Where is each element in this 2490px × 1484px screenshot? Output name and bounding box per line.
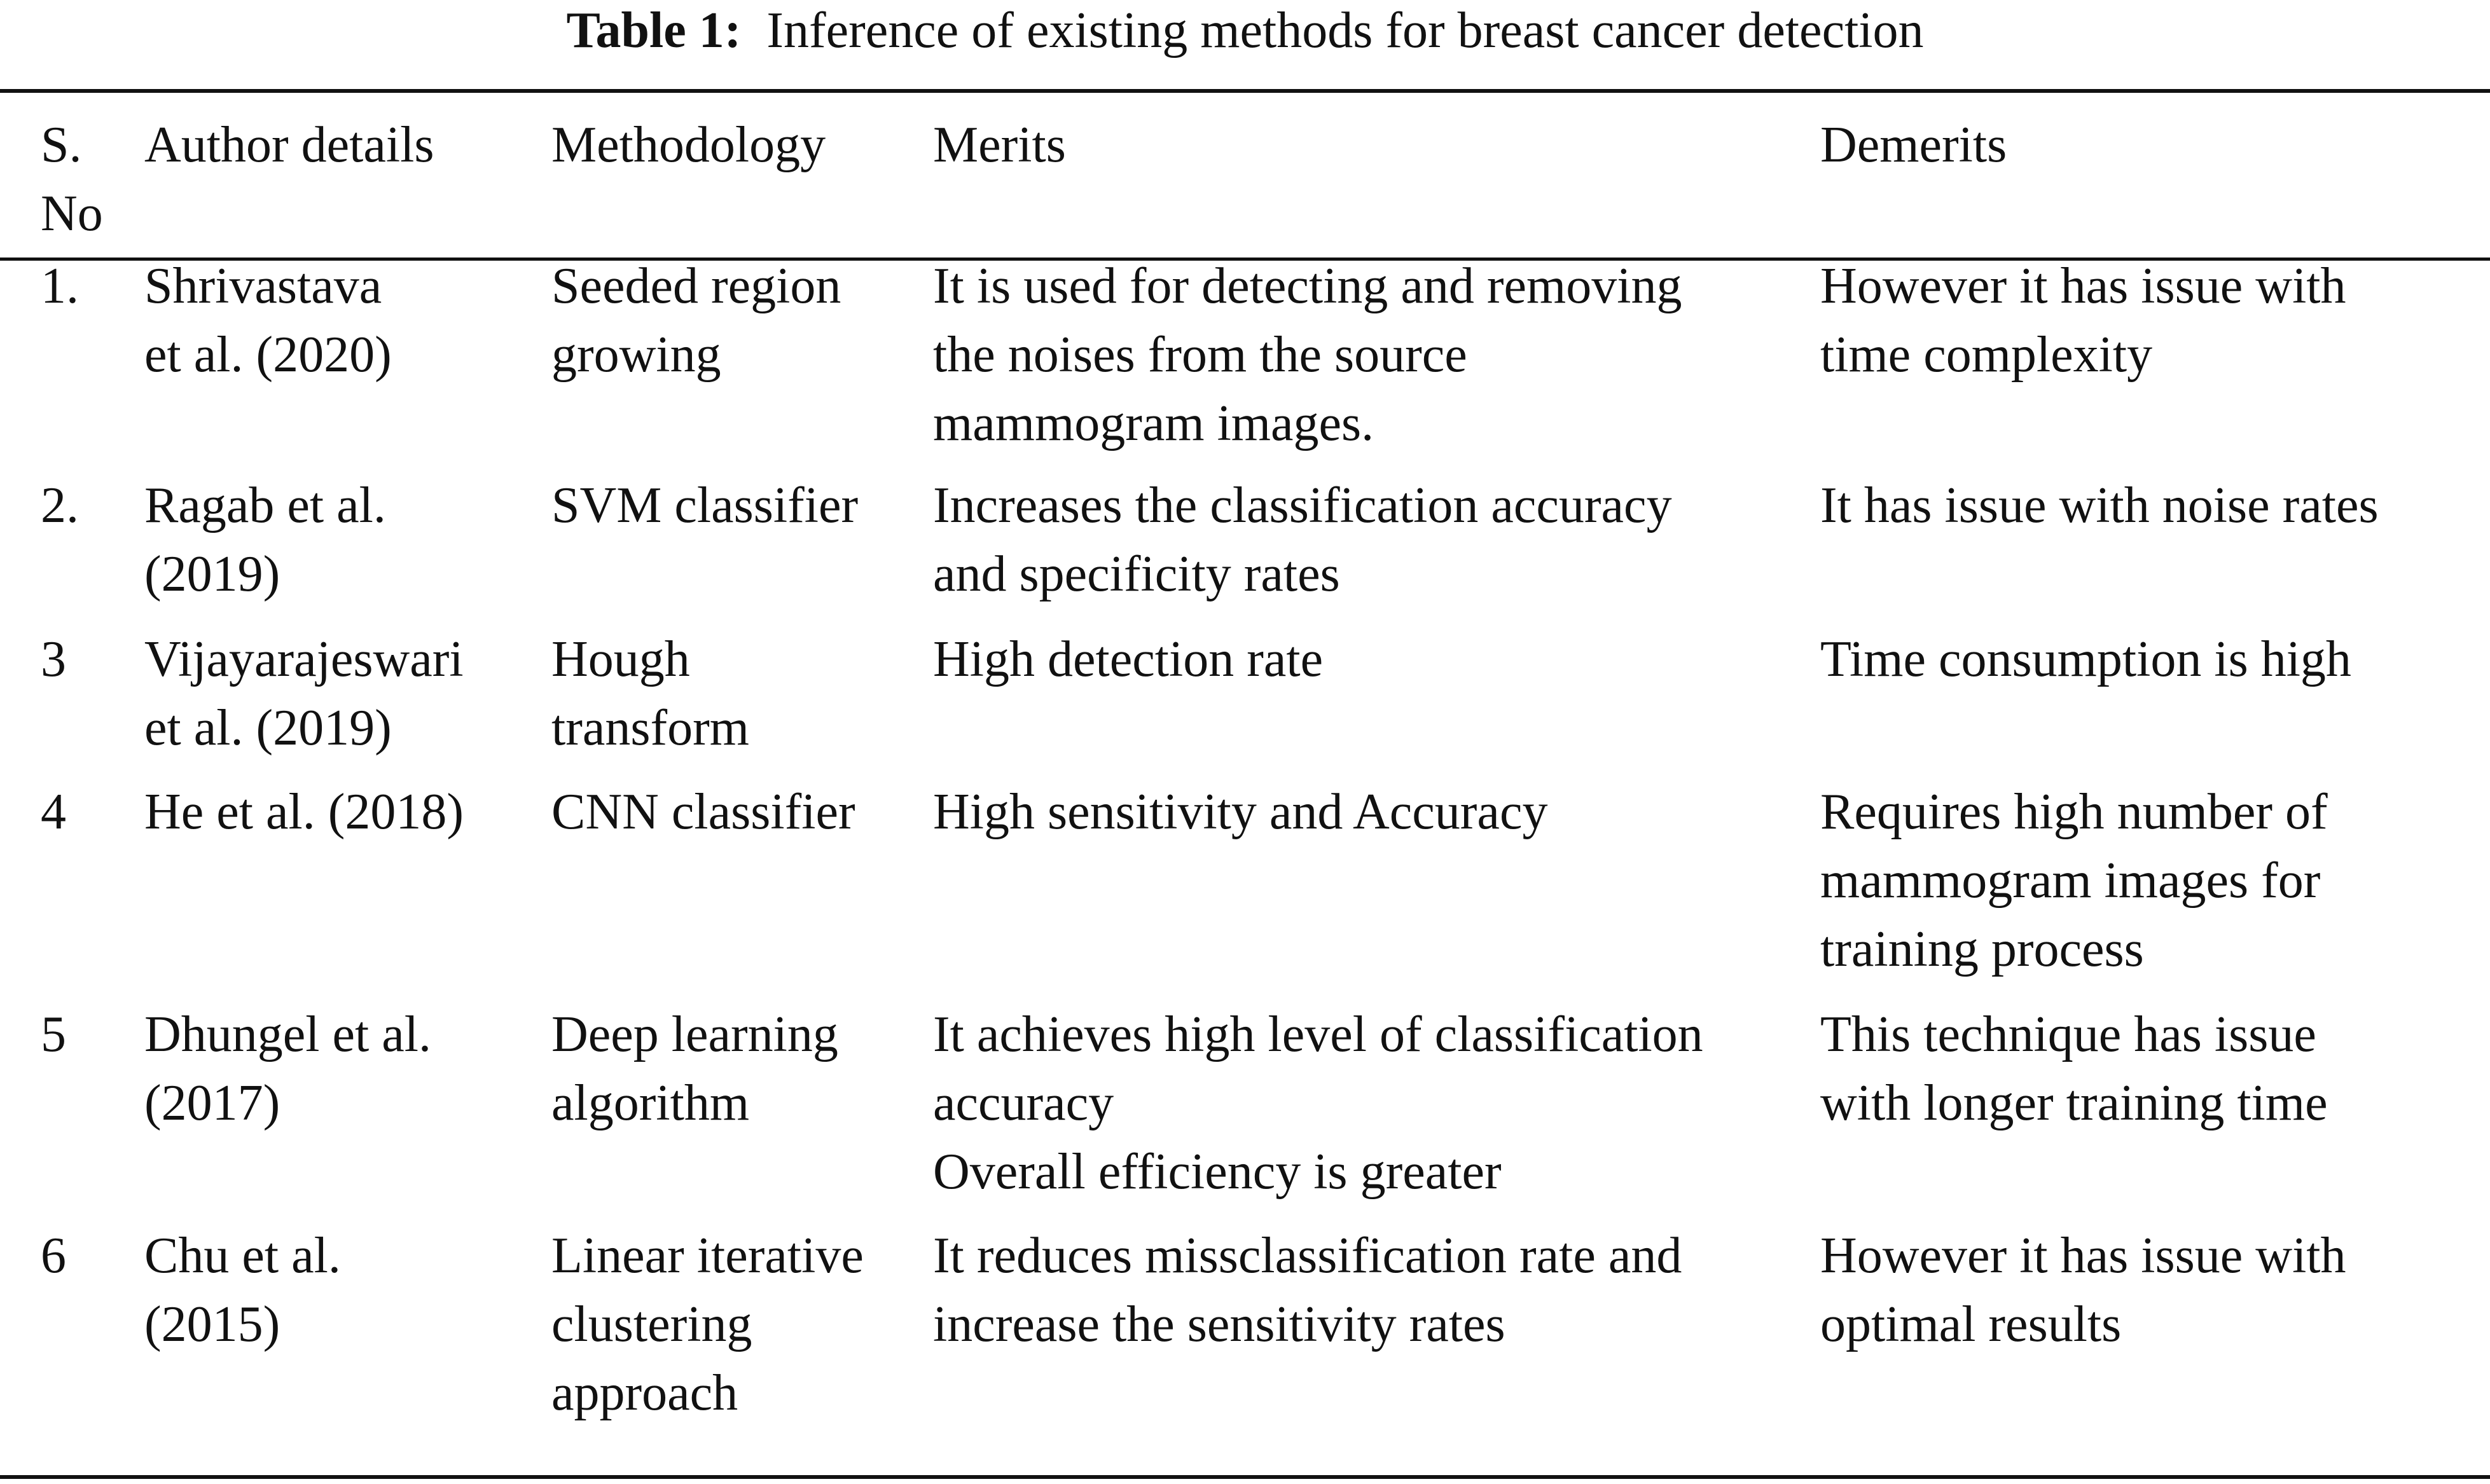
cell-author: Dhungel et al. (2017) xyxy=(144,1007,431,1131)
header-demerits: Demerits xyxy=(1820,117,2007,173)
cell-methodology: Deep learning algorithm xyxy=(551,1007,838,1131)
table-row xyxy=(0,996,2490,1218)
methods-table-grid xyxy=(0,89,2490,1437)
cell-methodology: Linear iterative clustering approach xyxy=(551,1228,864,1421)
cell-author: Chu et al. (2015) xyxy=(144,1228,341,1352)
cell-methodology: Hough transform xyxy=(551,631,750,756)
cell-demerits: This technique has issue with longer training time xyxy=(1820,1007,2328,1131)
cell-sno: 6 xyxy=(41,1228,66,1284)
cell-author: Shrivastava et al. (2020) xyxy=(144,258,392,383)
cell-sno: 2. xyxy=(41,477,79,533)
cell-demerits: Time consumption is high xyxy=(1820,631,2351,687)
header-methodology: Methodology xyxy=(551,117,826,173)
cell-merits: Increases the classification accuracy and specificity rates xyxy=(933,477,1672,602)
cell-demerits: It has issue with noise rates xyxy=(1820,477,2379,533)
cell-methodology: SVM classifier xyxy=(551,477,859,533)
cell-merits: It reduces missclassification rate and increase the sensitivity rates xyxy=(933,1228,1682,1352)
cell-merits: High sensitivity and Accuracy xyxy=(933,784,1548,840)
table-bottom-rule xyxy=(0,1475,2490,1479)
cell-demerits: However it has issue with time complexity xyxy=(1820,258,2346,383)
cell-demerits: Requires high number of mammogram images for training process xyxy=(1820,784,2328,977)
cell-sno: 5 xyxy=(41,1007,66,1062)
cell-merits: High detection rate xyxy=(933,631,1324,687)
table-row xyxy=(0,621,2490,774)
cell-demerits: However it has issue with optimal results xyxy=(1820,1228,2346,1352)
header-merits: Merits xyxy=(933,117,1066,173)
cell-author: Vijayarajeswari et al. (2019) xyxy=(144,631,464,756)
table-row xyxy=(0,467,2490,621)
cell-methodology: CNN classifier xyxy=(551,784,855,840)
header-sno: S. No xyxy=(41,117,103,242)
cell-sno: 3 xyxy=(41,631,66,687)
table-header-row xyxy=(0,89,2490,248)
table-row xyxy=(0,1218,2490,1437)
table-caption-title: Inference of existing methods for breast cancer detection xyxy=(766,3,1924,58)
cell-merits: It is used for detecting and removing the noises from the source mammogram images. xyxy=(933,258,1682,451)
cell-sno: 4 xyxy=(41,784,66,840)
table-row xyxy=(0,248,2490,467)
cell-methodology: Seeded region growing xyxy=(551,258,841,383)
cell-author: Ragab et al. (2019) xyxy=(144,477,386,602)
cell-sno: 1. xyxy=(41,258,79,314)
table-caption-label: Table 1: xyxy=(566,3,742,58)
table-caption xyxy=(0,0,2490,64)
cell-author: He et al. (2018) xyxy=(144,784,464,840)
table-row xyxy=(0,774,2490,996)
cell-merits: It achieves high level of classification accuracy Overall efficiency is greater xyxy=(933,1007,1703,1200)
header-author-details: Author details xyxy=(144,117,434,173)
